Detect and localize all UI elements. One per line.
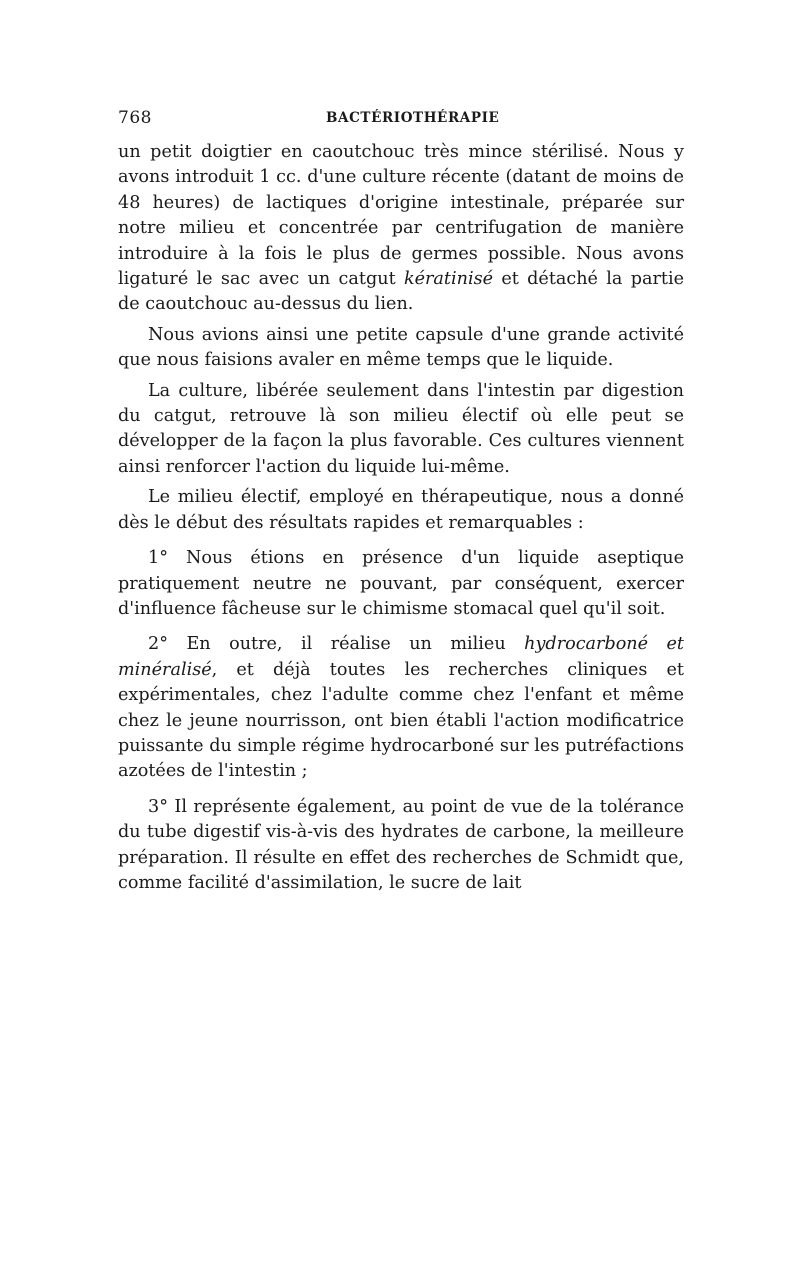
paragraph-1-text: un petit doigtier en caoutchouc très mince stérilisé. Nous y avons introduit 1 cc. d'une culture récente (datant de moins de 48 heures) de lactiques d'origine intestinale, préparée sur notre milieu et concentrée par centrifugation de manière introduire à la fois le plus de germes possible. Nous avons ligaturé le sac avec un catgut bbox=[118, 142, 684, 290]
paragraph-3: La culture, libérée seulement dans l'intestin par digestion du catgut, retrouve là son milieu électif où elle peut se développer de la façon la plus favorable. Ces cultures viennent ainsi renforcer l'action du liquide lui-même. bbox=[118, 380, 684, 477]
paragraph-1-end: et détaché la partie de caoutchouc au-dessus du lien. bbox=[118, 269, 684, 315]
page-header bbox=[118, 108, 684, 134]
paragraph-6-text: 2° En outre, il réalise un milieu bbox=[148, 634, 525, 655]
paragraph-6-end: , et déjà toutes les recherches cliniques et expérimentales, chez l'adulte comme chez l'enfant et même chez le jeune nourrisson, ont bien établi l'action modificatrice puissante du simple régime hydrocarboné sur les putréfactions azotées de l'intestin ; bbox=[118, 659, 684, 782]
paragraph-1 bbox=[118, 140, 684, 318]
page-number: 768 bbox=[118, 108, 152, 128]
paragraph-7: 3° Il représente également, au point de vue de la tolérance du tube digestif vis-à-vis des hydrates de carbone, la meilleure préparation. Il résulte en effet des recherches de Schmidt que, comme facilité d'assimilation, le sucre de lait bbox=[118, 796, 684, 893]
body-text bbox=[118, 140, 684, 896]
paragraph-6-italic: hydrocarboné et minéralisé bbox=[118, 634, 685, 680]
paragraph-5: 1° Nous étions en présence d'un liquide aseptique pratiquement neutre ne pouvant, par conséquent, exercer d'influence fâcheuse sur le chimisme stomacal quel qu'il soit. bbox=[118, 548, 684, 619]
running-title: BACTÉRIOTHÉRAPIE bbox=[326, 110, 500, 126]
paragraph-2: Nous avions ainsi une petite capsule d'une grande activité que nous faisions avaler en même temps que le liquide. bbox=[118, 324, 684, 371]
paragraph-4: Le milieu électif, employé en thérapeutique, nous a donné dès le début des résultats rapides et remarquables : bbox=[118, 487, 684, 533]
book-page bbox=[118, 108, 684, 896]
paragraph-6 bbox=[118, 632, 684, 784]
paragraph-1-italic: kératinisé bbox=[403, 269, 494, 290]
